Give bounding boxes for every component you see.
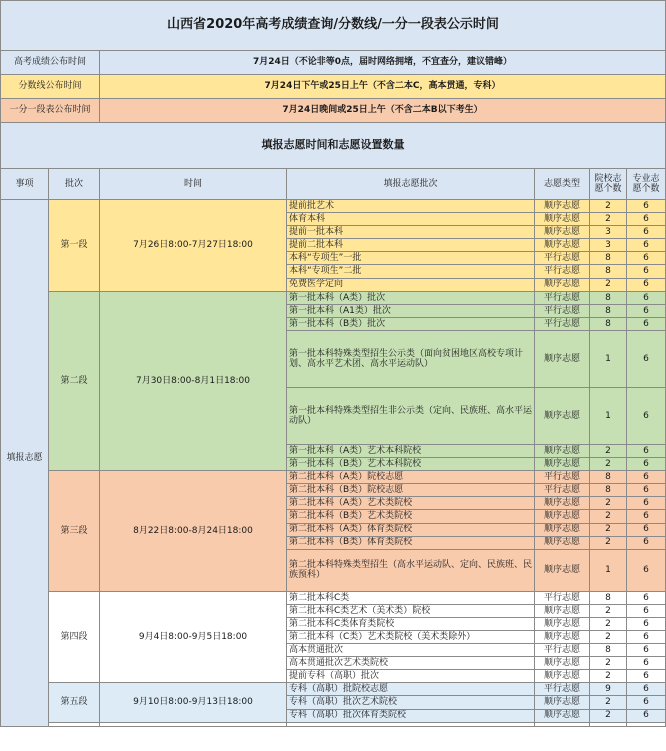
table-row xyxy=(1,291,666,304)
major-count: 6 xyxy=(627,497,666,510)
table-row xyxy=(1,471,666,484)
school-count: 2 xyxy=(590,604,627,617)
batch-name: 体育本科 xyxy=(287,213,535,226)
volunteer-type: 顺序志愿 xyxy=(535,617,590,630)
batch-name: 第二批本科特殊类型招生（高水平运动队、定向、民族班、民族预科） xyxy=(287,549,535,591)
header-item: 事项 xyxy=(1,169,49,200)
volunteer-type: 顺序志愿 xyxy=(535,278,590,291)
school-count: 8 xyxy=(590,591,627,604)
volunteer-type: 顺序志愿 xyxy=(535,200,590,213)
table-row xyxy=(1,200,666,213)
major-count: 6 xyxy=(627,591,666,604)
batch-name: 提前专科（高职）批次 xyxy=(287,670,535,683)
volunteer-type: 顺序志愿 xyxy=(535,549,590,591)
batch-name: 第一批本科特殊类型招生公示类（面向贫困地区高校专项计划、高水平艺术团、高水平运动队） xyxy=(287,330,535,387)
major-count: 6 xyxy=(627,510,666,523)
major-count: 6 xyxy=(627,630,666,643)
school-count: 2 xyxy=(590,278,627,291)
school-count: 2 xyxy=(590,617,627,630)
volunteer-type: 平行志愿 xyxy=(535,252,590,265)
rank-table-release-label: 一分一段表公布时间 xyxy=(1,99,100,123)
table-row xyxy=(1,683,666,696)
major-count: 6 xyxy=(627,239,666,252)
volunteer-type: 顺序志愿 xyxy=(535,458,590,471)
volunteer-type: 顺序志愿 xyxy=(535,213,590,226)
batch-name: 第一批本科（A1类）批次 xyxy=(287,304,535,317)
batch-name: 高本贯通批次艺术类院校 xyxy=(287,657,535,670)
stage-name: 第一段 xyxy=(49,200,100,292)
major-count: 6 xyxy=(627,317,666,330)
school-count: 2 xyxy=(590,523,627,536)
batch-name: 本科“专项生”一批 xyxy=(287,252,535,265)
volunteer-type: 顺序志愿 xyxy=(535,657,590,670)
volunteer-type: 顺序志愿 xyxy=(535,604,590,617)
batch-name: 第二批本科（A类）院校志愿 xyxy=(287,471,535,484)
spacer-cell xyxy=(590,722,627,726)
stage-time: 7月30日8:00-8月1日18:00 xyxy=(100,291,287,470)
major-count: 6 xyxy=(627,709,666,722)
batch-name: 第一批本科（B类）艺术本科院校 xyxy=(287,458,535,471)
major-count: 6 xyxy=(627,330,666,387)
school-count: 8 xyxy=(590,484,627,497)
batch-name: 专科（高职）批次体育类院校 xyxy=(287,709,535,722)
volunteer-type: 平行志愿 xyxy=(535,317,590,330)
volunteer-type: 平行志愿 xyxy=(535,291,590,304)
stage-name: 第四段 xyxy=(49,591,100,683)
school-count: 9 xyxy=(590,683,627,696)
section-title: 填报志愿时间和志愿设置数量 xyxy=(1,123,666,169)
school-count: 2 xyxy=(590,709,627,722)
school-count: 2 xyxy=(590,213,627,226)
major-count: 6 xyxy=(627,291,666,304)
school-count: 8 xyxy=(590,265,627,278)
stage-time: 8月22日8:00-8月24日18:00 xyxy=(100,471,287,592)
school-count: 8 xyxy=(590,304,627,317)
batch-name: 第一批本科特殊类型招生非公示类（定向、民族班、高水平运动队） xyxy=(287,387,535,444)
stage-name: 第三段 xyxy=(49,471,100,592)
score-release-label: 高考成绩公布时间 xyxy=(1,51,100,75)
header-stage: 批次 xyxy=(49,169,100,200)
spacer-cell xyxy=(627,722,666,726)
stage-name: 第二段 xyxy=(49,291,100,470)
school-count: 2 xyxy=(590,200,627,213)
major-count: 6 xyxy=(627,458,666,471)
major-count: 6 xyxy=(627,523,666,536)
major-count: 6 xyxy=(627,696,666,709)
batch-name: 专科（高职）批次艺术院校 xyxy=(287,696,535,709)
batch-name: 第二批本科（B类）院校志愿 xyxy=(287,484,535,497)
batch-name: 第一批本科（A类）艺术本科院校 xyxy=(287,444,535,457)
school-count: 2 xyxy=(590,536,627,549)
major-count: 6 xyxy=(627,304,666,317)
stage-name: 第五段 xyxy=(49,683,100,722)
batch-name: 免费医学定向 xyxy=(287,278,535,291)
school-count: 2 xyxy=(590,657,627,670)
volunteer-type: 平行志愿 xyxy=(535,265,590,278)
batch-name: 第二批本科C类体育类院校 xyxy=(287,617,535,630)
school-count: 2 xyxy=(590,670,627,683)
batch-name: 第一批本科（B类）批次 xyxy=(287,317,535,330)
item-fill-volunteer: 填报志愿 xyxy=(1,200,49,727)
volunteer-type: 顺序志愿 xyxy=(535,510,590,523)
major-count: 6 xyxy=(627,213,666,226)
page-title: 山西省2020年高考成绩查询/分数线/一分一段表公示时间 xyxy=(1,1,666,51)
batch-name: 提前一批本科 xyxy=(287,226,535,239)
batch-name: 第二批本科（A类）体育类院校 xyxy=(287,523,535,536)
volunteer-type: 平行志愿 xyxy=(535,471,590,484)
major-count: 6 xyxy=(627,252,666,265)
school-count: 1 xyxy=(590,549,627,591)
score-release-value: 7月24日（不论非等0点，届时网络拥堵，不宜查分，建议错峰） xyxy=(100,51,666,75)
school-count: 2 xyxy=(590,458,627,471)
major-count: 6 xyxy=(627,604,666,617)
school-count: 1 xyxy=(590,330,627,387)
batch-name: 第二批本科（B类）艺术类院校 xyxy=(287,510,535,523)
school-count: 3 xyxy=(590,226,627,239)
batch-name: 第二批本科C类艺术（美术类）院校 xyxy=(287,604,535,617)
table-bottom-spacer xyxy=(1,722,666,726)
spacer-cell xyxy=(49,722,100,726)
batch-name: 第二批本科（C类）艺术类院校（美术类除外） xyxy=(287,630,535,643)
stage-time: 7月26日8:00-7月27日18:00 xyxy=(100,200,287,292)
batch-name: 第二批本科C类 xyxy=(287,591,535,604)
school-count: 8 xyxy=(590,252,627,265)
school-count: 8 xyxy=(590,644,627,657)
header-school-count: 院校志愿个数 xyxy=(590,169,627,200)
major-count: 6 xyxy=(627,265,666,278)
batch-name: 本科“专项生”二批 xyxy=(287,265,535,278)
major-count: 6 xyxy=(627,683,666,696)
school-count: 1 xyxy=(590,387,627,444)
major-count: 6 xyxy=(627,617,666,630)
spacer-cell xyxy=(100,722,287,726)
major-count: 6 xyxy=(627,444,666,457)
school-count: 2 xyxy=(590,497,627,510)
volunteer-type: 平行志愿 xyxy=(535,304,590,317)
batch-name: 第一批本科（A类）批次 xyxy=(287,291,535,304)
school-count: 8 xyxy=(590,471,627,484)
major-count: 6 xyxy=(627,200,666,213)
spacer-cell xyxy=(535,722,590,726)
major-count: 6 xyxy=(627,278,666,291)
batch-name: 高本贯通批次 xyxy=(287,644,535,657)
batch-name: 提前二批本科 xyxy=(287,239,535,252)
volunteer-type: 顺序志愿 xyxy=(535,387,590,444)
major-count: 6 xyxy=(627,387,666,444)
volunteer-type: 顺序志愿 xyxy=(535,239,590,252)
rank-table-release-value: 7月24日晚间或25日上午（不含二本B以下考生） xyxy=(100,99,666,123)
major-count: 6 xyxy=(627,471,666,484)
major-count: 6 xyxy=(627,670,666,683)
header-type: 志愿类型 xyxy=(535,169,590,200)
stage-time: 9月4日8:00-9月5日18:00 xyxy=(100,591,287,683)
volunteer-type: 顺序志愿 xyxy=(535,630,590,643)
header-time: 时间 xyxy=(100,169,287,200)
stage-time: 9月10日8:00-9月13日18:00 xyxy=(100,683,287,722)
major-count: 6 xyxy=(627,549,666,591)
volunteer-type: 顺序志愿 xyxy=(535,330,590,387)
batch-name: 第二批本科（B类）体育类院校 xyxy=(287,536,535,549)
volunteer-type: 顺序志愿 xyxy=(535,444,590,457)
volunteer-type: 平行志愿 xyxy=(535,683,590,696)
volunteer-type: 顺序志愿 xyxy=(535,709,590,722)
spacer-cell xyxy=(287,722,535,726)
volunteer-type: 平行志愿 xyxy=(535,591,590,604)
school-count: 2 xyxy=(590,630,627,643)
major-count: 6 xyxy=(627,484,666,497)
cutoff-release-value: 7月24日下午或25日上午（不含二本C，高本贯通，专科） xyxy=(100,75,666,99)
major-count: 6 xyxy=(627,644,666,657)
school-count: 3 xyxy=(590,239,627,252)
batch-name: 第二批本科（A类）艺术类院校 xyxy=(287,497,535,510)
volunteer-type: 顺序志愿 xyxy=(535,226,590,239)
table-row xyxy=(1,591,666,604)
major-count: 6 xyxy=(627,536,666,549)
volunteer-type: 平行志愿 xyxy=(535,484,590,497)
cutoff-release-label: 分数线公布时间 xyxy=(1,75,100,99)
volunteer-type: 顺序志愿 xyxy=(535,536,590,549)
volunteer-type: 顺序志愿 xyxy=(535,670,590,683)
major-count: 6 xyxy=(627,226,666,239)
batch-name: 专科（高职）批院校志愿 xyxy=(287,683,535,696)
school-count: 8 xyxy=(590,291,627,304)
school-count: 2 xyxy=(590,510,627,523)
school-count: 2 xyxy=(590,696,627,709)
header-major-count: 专业志愿个数 xyxy=(627,169,666,200)
header-batch: 填报志愿批次 xyxy=(287,169,535,200)
batch-name: 提前批艺术 xyxy=(287,200,535,213)
volunteer-type: 顺序志愿 xyxy=(535,497,590,510)
school-count: 8 xyxy=(590,317,627,330)
volunteer-type: 顺序志愿 xyxy=(535,523,590,536)
major-count: 6 xyxy=(627,657,666,670)
volunteer-type: 顺序志愿 xyxy=(535,696,590,709)
school-count: 2 xyxy=(590,444,627,457)
volunteer-type: 平行志愿 xyxy=(535,644,590,657)
